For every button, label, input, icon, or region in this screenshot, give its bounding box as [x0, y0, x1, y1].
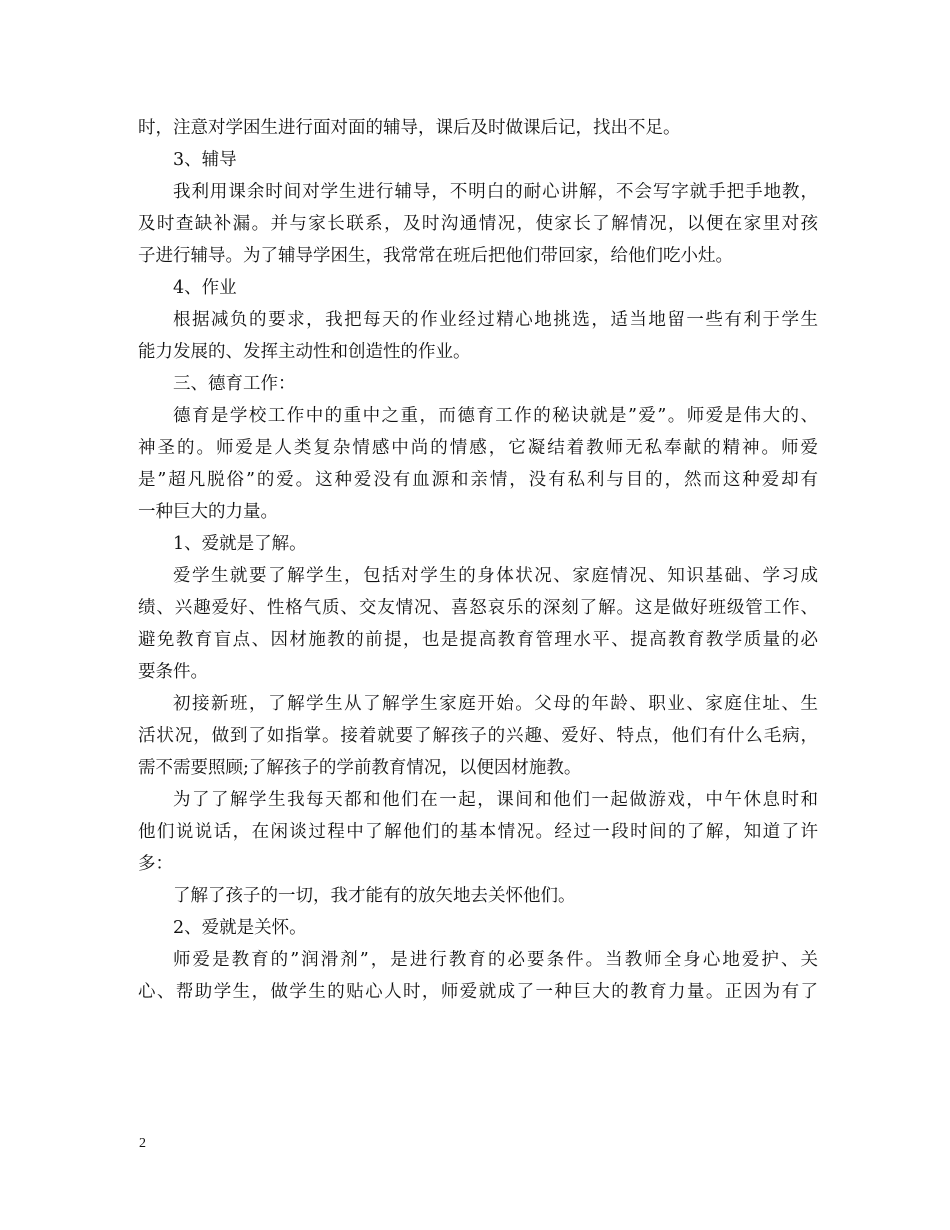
text-line: 绩、兴趣爱好、性格气质、交友情况、喜怒哀乐的深刻了解。这是做好班级管工作、: [138, 598, 818, 618]
page-number: 2: [139, 1136, 146, 1151]
text-line: 为了了解学生我每天都和他们在一起，课间和他们一起做游戏，中午休息时和: [173, 790, 818, 810]
text-line: 神圣的。师爱是人类复杂情感中尚的情感，它凝结着教师无私奉献的精神。师爱: [138, 438, 818, 458]
text-line: 多：: [138, 854, 173, 874]
text-line: 一种巨大的力量。: [138, 502, 278, 522]
text-line: 了解了孩子的一切，我才能有的放矢地去关怀他们。: [173, 886, 576, 906]
text-line: 要条件。: [138, 662, 208, 682]
text-line: 能力发展的、发挥主动性和创造性的作业。: [138, 342, 471, 362]
text-line: 根据减负的要求，我把每天的作业经过精心地挑选，适当地留一些有利于学生: [173, 310, 818, 330]
text-line: 活状况，做到了如指掌。接着就要了解孩子的兴趣、爱好、特点，他们有什么毛病，: [138, 726, 818, 746]
text-line: 德育是学校工作中的重中之重，而德育工作的秘诀就是”爱”。师爱是伟大的、: [173, 406, 818, 426]
text-line: 三、德育工作：: [173, 374, 296, 394]
text-line: 子进行辅导。为了辅导学困生，我常常在班后把他们带回家，给他们吃小灶。: [138, 246, 733, 266]
text-line: 2、爱就是关怀。: [173, 918, 307, 938]
text-line: 爱学生就要了解学生，包括对学生的身体状况、家庭情况、知识基础、学习成: [173, 566, 818, 586]
text-line: 是”超凡脱俗”的爱。这种爱没有血源和亲情，没有私利与目的，然而这种爱却有: [138, 470, 818, 490]
text-line: 需不需要照顾;了解孩子的学前教育情况，以便因材施教。: [138, 758, 582, 778]
text-line: 初接新班，了解学生从了解学生家庭开始。父母的年龄、职业、家庭住址、生: [173, 694, 818, 714]
text-line: 师爱是教育的”润滑剂”，是进行教育的必要条件。当教师全身心地爱护、关: [173, 950, 818, 970]
text-line: 及时查缺补漏。并与家长联系，及时沟通情况，使家长了解情况，以便在家里对孩: [138, 214, 818, 234]
text-line: 3、辅导: [173, 150, 237, 170]
text-line: 避免教育盲点、因材施教的前提，也是提高教育管理水平、提高教育教学质量的必: [138, 630, 818, 650]
text-line: 我利用课余时间对学生进行辅导，不明白的耐心讲解，不会写字就手把手地教，: [173, 182, 818, 202]
text-line: 4、作业: [173, 278, 237, 298]
document-body: [138, 112, 818, 1008]
text-line: 他们说说话，在闲谈过程中了解他们的基本情况。经过一段时间的了解，知道了许: [138, 822, 818, 842]
text-line: 1、爱就是了解。: [173, 534, 307, 554]
text-line: 时，注意对学困生进行面对面的辅导，课后及时做课后记，找出不足。: [138, 118, 681, 138]
text-line: 心、帮助学生，做学生的贴心人时，师爱就成了一种巨大的教育力量。正因为有了: [138, 982, 818, 1002]
